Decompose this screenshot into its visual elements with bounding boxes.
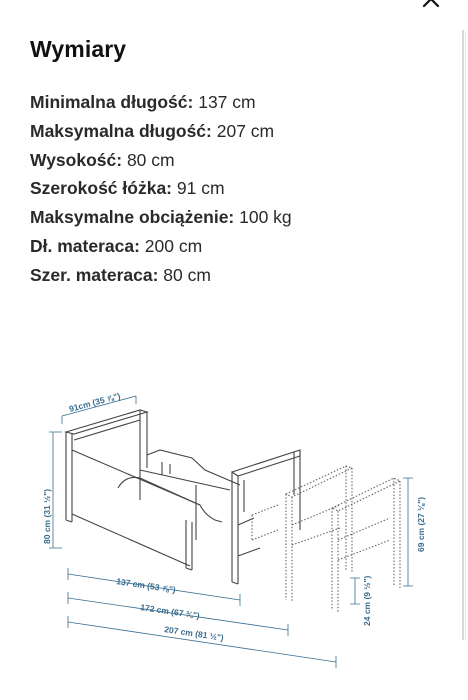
spec-value: 100 kg — [234, 207, 292, 228]
dim-rail-height-label: 24 cm (9 ½") — [362, 575, 372, 626]
bed-inner-frame — [140, 450, 240, 540]
page-title: Wymiary — [30, 36, 127, 62]
dim-ext-height — [403, 478, 426, 586]
dim-max-length — [68, 616, 336, 668]
spec-label: Minimalna długość: — [30, 92, 194, 112]
spec-label: Dł. materaca: — [30, 235, 140, 256]
spec-value: 207 cm — [211, 120, 275, 141]
spec-row-max-length — [30, 119, 292, 148]
spec-value: 137 cm — [193, 92, 256, 112]
spec-value: 200 cm — [139, 235, 203, 256]
dim-mid-length-label: 172 cm (67 ¾") — [139, 602, 201, 621]
spec-label: Maksymalna długość: — [30, 120, 212, 141]
spec-value: 91 cm — [172, 178, 225, 199]
close-icon — [418, 0, 446, 8]
spec-label: Maksymalne obciążenie: — [30, 207, 235, 228]
spec-row-min-length — [30, 90, 292, 119]
bed-foot-end — [232, 450, 300, 584]
close-button[interactable] — [418, 0, 446, 8]
spec-label: Szerokość łóżka: — [30, 178, 172, 199]
spec-label: Szer. materaca: — [30, 264, 159, 285]
dim-min-length-label: 137 cm (53 ⅞") — [115, 576, 177, 595]
spec-row-mattress-length — [30, 234, 292, 263]
dim-rail-height — [350, 575, 372, 626]
bed-dimension-diagram — [0, 368, 468, 688]
spec-row-max-load — [30, 205, 292, 234]
bed-headboard — [66, 410, 147, 522]
spec-value: 80 cm — [158, 264, 211, 285]
spec-row-mattress-width — [30, 263, 292, 292]
spec-row-height — [30, 148, 292, 177]
specs-list — [30, 90, 292, 292]
dim-min-length — [68, 568, 240, 606]
extension-panel-1 — [252, 466, 352, 602]
dim-max-length-label: 207 cm (81 ½") — [163, 624, 225, 643]
dim-height — [42, 432, 62, 548]
dim-width-label: 91cm (35 ⅞") — [67, 390, 122, 414]
spec-row-bed-width — [30, 176, 292, 205]
spec-value: 80 cm — [122, 149, 175, 170]
dim-height-label: 80 cm (31 ½") — [42, 488, 52, 544]
dim-ext-height-label: 69 cm (27 ⅛") — [416, 496, 426, 552]
spec-label: Wysokość: — [30, 149, 123, 170]
